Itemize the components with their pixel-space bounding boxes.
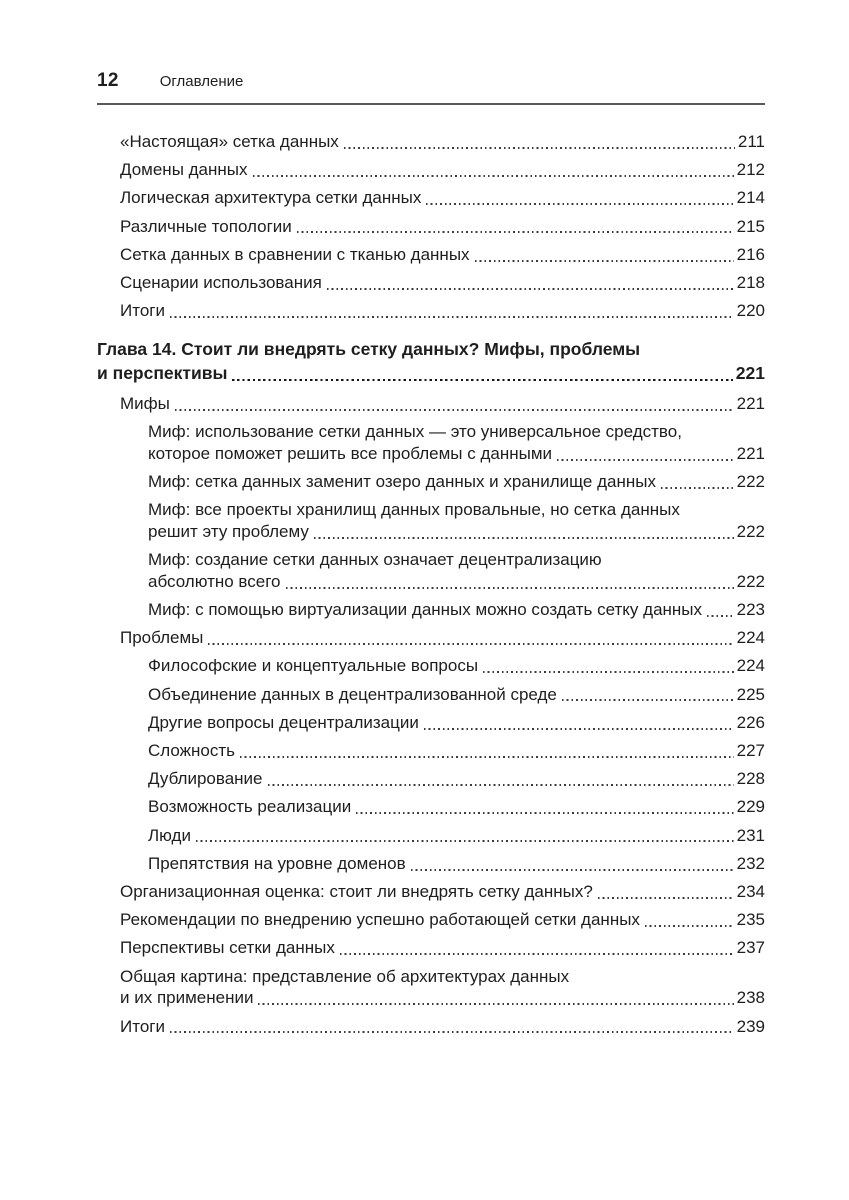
dot-leader <box>175 409 734 411</box>
toc-entry <box>120 187 765 209</box>
toc-line <box>148 853 765 875</box>
dot-leader <box>340 953 734 955</box>
dot-leader <box>356 812 733 814</box>
toc-line <box>148 655 765 677</box>
toc-entry-title: Философские и концептуальные вопросы <box>148 656 479 676</box>
toc-entry-title: «Настоящая» сетка данных <box>120 132 339 151</box>
toc-line <box>120 244 765 266</box>
toc-entry-title: Другие вопросы децентрализации <box>148 712 419 732</box>
toc-page-number: 232 <box>736 853 765 873</box>
toc-page-number: 239 <box>736 1016 765 1036</box>
toc-line <box>148 684 765 706</box>
toc-line <box>120 159 765 181</box>
toc-entry-title: Сетка данных в сравнении с тканью данных <box>120 244 470 264</box>
dot-leader <box>557 459 734 461</box>
toc-page-number: 226 <box>736 712 765 732</box>
toc-entry <box>148 796 765 818</box>
toc-entry <box>120 909 765 931</box>
toc-line <box>148 549 765 571</box>
toc-line <box>148 740 765 762</box>
toc-entry <box>148 421 765 464</box>
toc-page-number: 214 <box>736 188 765 208</box>
toc-line <box>97 337 765 362</box>
toc-line <box>148 825 765 847</box>
toc-entry-title: Возможность реализации <box>148 797 352 817</box>
toc-page-number: 211 <box>737 132 765 151</box>
toc-line <box>148 443 765 465</box>
dot-leader <box>314 537 734 539</box>
dot-leader <box>598 897 734 899</box>
toc-line <box>120 300 765 322</box>
toc-entry-title: которое поможет решить все проблемы с данными <box>148 443 553 463</box>
toc-entry-title: и их применении <box>120 988 254 1008</box>
dot-leader <box>424 728 734 730</box>
toc-entry <box>148 768 765 790</box>
dot-leader <box>327 288 734 290</box>
dot-leader <box>196 840 734 842</box>
toc-page-number: 224 <box>736 656 765 676</box>
dot-leader <box>411 869 734 871</box>
toc-line <box>120 881 765 903</box>
toc-entry-title: Итоги <box>120 1016 165 1036</box>
toc-line <box>148 471 765 493</box>
toc-entry <box>148 853 765 875</box>
toc-page-number: 235 <box>736 910 765 930</box>
toc-entry-title: Миф: использование сетки данных — это универсальное средство, <box>148 422 682 442</box>
toc-entry <box>120 881 765 903</box>
dot-leader <box>240 756 734 758</box>
toc-line <box>120 393 765 415</box>
toc-page-number: 227 <box>736 741 765 761</box>
toc-entry-title: Объединение данных в децентрализованной среде <box>148 684 557 704</box>
toc-page-number: 224 <box>736 628 765 648</box>
toc-entry-title: абсолютно всего <box>148 571 281 591</box>
toc-line <box>120 627 765 649</box>
toc-entry <box>120 216 765 238</box>
toc-entry-title: Дублирование <box>148 769 263 789</box>
toc-entry-title: Сложность <box>148 741 236 761</box>
toc-chapter-heading <box>97 337 765 386</box>
toc-page-number: 223 <box>736 600 765 620</box>
toc-entry <box>120 966 765 1009</box>
dot-leader <box>170 1031 734 1033</box>
toc-page-number: 237 <box>736 938 765 958</box>
toc-line <box>120 272 765 294</box>
toc-page-number: 222 <box>736 472 765 492</box>
toc-entry <box>120 131 765 153</box>
dot-leader <box>268 784 734 786</box>
toc-page-number: 216 <box>736 244 765 264</box>
toc-line <box>120 987 765 1009</box>
toc-entry-title: Организационная оценка: стоит ли внедрять сетку данных? <box>120 882 593 902</box>
toc-line <box>120 1016 765 1038</box>
toc-entry <box>148 740 765 762</box>
toc-entry <box>148 549 765 592</box>
toc-entry <box>148 825 765 847</box>
header-rule <box>97 103 765 105</box>
toc-entry <box>120 393 765 415</box>
toc-entry <box>120 300 765 322</box>
toc-entry <box>148 599 765 621</box>
toc-page-number: 229 <box>736 797 765 817</box>
toc-page-number: 222 <box>736 521 765 541</box>
toc-entry-title: Рекомендации по внедрению успешно работающей сетки данных <box>120 910 640 930</box>
dot-leader <box>344 147 735 149</box>
dot-leader <box>286 587 734 589</box>
toc-entry-title: Люди <box>148 825 191 845</box>
dot-leader <box>208 643 733 645</box>
toc-line <box>148 768 765 790</box>
toc-line <box>120 909 765 931</box>
toc-line <box>148 796 765 818</box>
toc-page-number: 225 <box>736 684 765 704</box>
toc-entry-title: Мифы <box>120 393 170 413</box>
toc-line <box>120 131 765 153</box>
toc-page-number: 222 <box>736 571 765 591</box>
dot-leader <box>661 487 734 489</box>
toc-entry <box>120 159 765 181</box>
toc-line <box>97 361 765 386</box>
toc-entry <box>148 655 765 677</box>
toc-entry <box>120 272 765 294</box>
toc-entry <box>120 1016 765 1038</box>
dot-leader <box>297 231 734 233</box>
toc-entry-title: Миф: создание сетки данных означает децентрализацию <box>148 550 602 570</box>
dot-leader <box>483 671 734 673</box>
toc-line <box>120 937 765 959</box>
toc-page-number: 220 <box>736 301 765 321</box>
dot-leader <box>426 203 733 205</box>
toc-entry-title: Различные топологии <box>120 216 292 236</box>
toc-entry-title: Перспективы сетки данных <box>120 938 335 958</box>
toc-page-number: 234 <box>736 882 765 902</box>
toc-entry-title: Домены данных <box>120 160 248 180</box>
dot-leader <box>232 379 732 382</box>
page-number: 12 <box>97 70 119 91</box>
toc-page-number: 221 <box>735 363 765 384</box>
toc-entry-title: Препятствия на уровне доменов <box>148 853 406 873</box>
toc-page-number: 228 <box>736 769 765 789</box>
toc-entry-title: Миф: сетка данных заменит озеро данных и хранилище данных <box>148 472 656 492</box>
dot-leader <box>707 615 734 617</box>
toc-line <box>148 571 765 593</box>
toc-line <box>148 521 765 543</box>
toc-entry-title: Сценарии использования <box>120 273 322 293</box>
dot-leader <box>645 925 734 927</box>
dot-leader <box>475 260 734 262</box>
dot-leader <box>562 699 734 701</box>
toc-entry <box>148 712 765 734</box>
toc-entry <box>120 937 765 959</box>
toc-entry <box>148 499 765 542</box>
toc-entry-title: Общая картина: представление об архитектурах данных <box>120 966 570 986</box>
toc-page-number: 231 <box>736 825 765 845</box>
page-header <box>97 70 765 92</box>
toc-page-number: 221 <box>736 443 765 463</box>
toc-line <box>148 599 765 621</box>
toc-list <box>97 131 765 1037</box>
toc-page-number: 221 <box>736 393 765 413</box>
toc-entry-title: Проблемы <box>120 628 204 648</box>
toc-page-number: 238 <box>736 988 765 1008</box>
toc-line <box>148 499 765 521</box>
toc-line <box>120 966 765 988</box>
toc-line <box>148 421 765 443</box>
toc-entry-title: Миф: с помощью виртуализации данных можно создать сетку данных <box>148 600 703 620</box>
toc-page-number: 212 <box>736 160 765 180</box>
dot-leader <box>258 1003 733 1005</box>
toc-entry <box>120 627 765 649</box>
dot-leader <box>170 316 734 318</box>
running-head-title: Оглавление <box>159 73 244 90</box>
toc-page-number: 215 <box>736 216 765 236</box>
toc-entry-title: Глава 14. Стоит ли внедрять сетку данных? Мифы, проблемы <box>97 338 641 359</box>
toc-line <box>148 712 765 734</box>
toc-entry-title: решит эту проблему <box>148 521 309 541</box>
toc-entry-title: Миф: все проекты хранилищ данных провальные, но сетка данных <box>148 500 680 520</box>
toc-line <box>120 216 765 238</box>
toc-entry <box>148 471 765 493</box>
dot-leader <box>253 175 734 177</box>
toc-entry <box>120 244 765 266</box>
toc-entry <box>148 684 765 706</box>
toc-entry-title: и перспективы <box>97 363 228 384</box>
toc-line <box>120 187 765 209</box>
toc-entry-title: Итоги <box>120 301 165 321</box>
toc-entry-title: Логическая архитектура сетки данных <box>120 188 422 208</box>
toc-page-number: 218 <box>736 273 765 293</box>
